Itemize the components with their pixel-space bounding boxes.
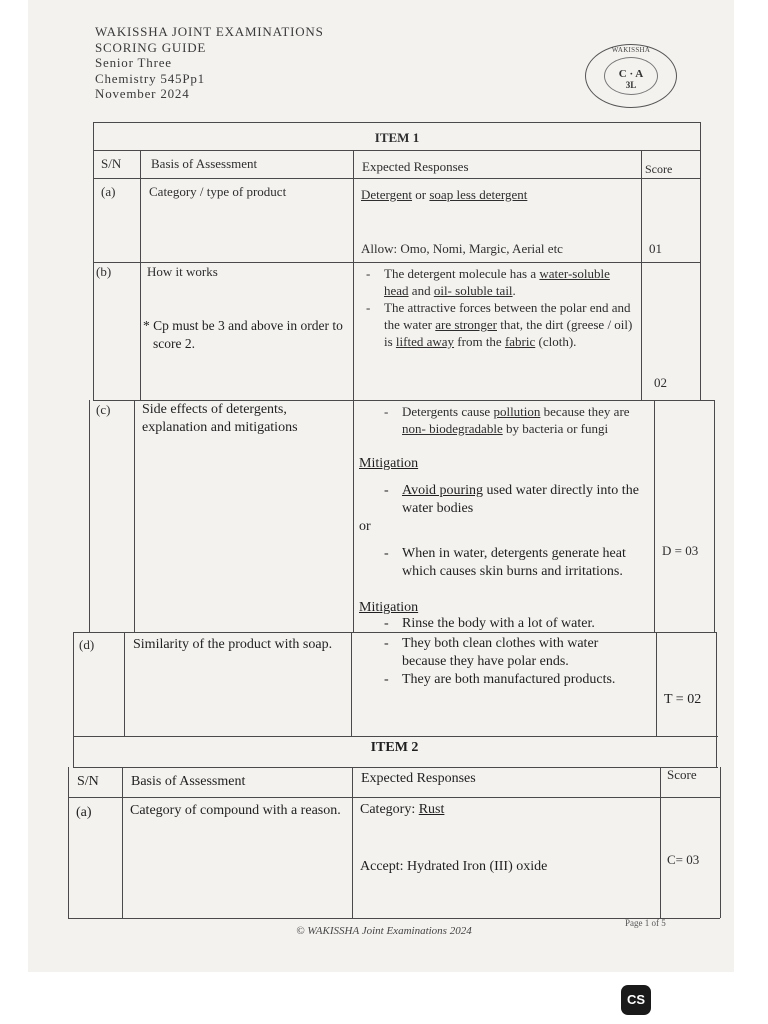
- table-rule: [351, 632, 352, 736]
- item2-header-score: Score: [667, 767, 697, 782]
- seal-mid-text: C · A: [618, 68, 644, 80]
- guide-title: SCORING GUIDE: [95, 39, 207, 55]
- header-basis: Basis of Assessment: [151, 156, 258, 171]
- item2-header-expected: Expected Responses: [361, 771, 476, 786]
- header-expected: Expected Responses: [362, 159, 469, 174]
- item2-row-a-category: Category: Rust: [360, 802, 445, 817]
- item2-row-a-accept: Accept: Hydrated Iron (III) oxide: [360, 859, 548, 874]
- table-rule: [660, 767, 661, 918]
- table-rule: [656, 632, 657, 736]
- table-border: [73, 736, 718, 737]
- row-a-basis: Category / type of product: [149, 184, 287, 199]
- table-border: [93, 122, 94, 400]
- row-b-point-1: - The detergent molecule has a water-soluble head and oil- soluble tail.: [362, 265, 634, 299]
- row-c-mitigation-1: [380, 482, 642, 518]
- copyright-footer: © WAKISSHA Joint Examinations 2024: [296, 925, 472, 937]
- row-b-basis: How it works: [147, 264, 218, 279]
- table-rule: [122, 767, 123, 918]
- table-rule: [140, 150, 141, 400]
- table-rule: [134, 400, 135, 632]
- row-c-or: or: [359, 519, 371, 534]
- row-b-responses: [362, 265, 634, 350]
- row-d-sn: (d): [79, 637, 95, 652]
- seal-top-text: WAKISSHA: [611, 46, 651, 54]
- row-b-score: 02: [654, 375, 667, 390]
- row-c-mitigation-heading-1: Mitigation: [359, 456, 419, 471]
- row-d-point-2: - They are both manufactured products.: [380, 671, 642, 689]
- document-header: [95, 24, 324, 102]
- seal-bottom-text: 3L: [625, 80, 637, 90]
- header-sn: S/N: [101, 156, 122, 171]
- subject-paper: Chemistry 545Pp1: [95, 70, 205, 86]
- row-c-effects: [380, 403, 642, 437]
- item2-header-sn: S/N: [77, 774, 99, 789]
- row-c-mitigation-heading-2: Mitigation: [359, 600, 419, 615]
- row-c-mitigation-1-text: - Avoid pouring used water directly into the water bodies: [380, 482, 642, 518]
- table-rule: [353, 150, 354, 632]
- table-rule: [124, 632, 125, 736]
- row-b-point-2: - The attractive forces between the polar end and the water are stronger that, the dirt (greese / oil) is lifted away from the fabric (cloth).: [362, 299, 634, 350]
- table-rule: [93, 178, 701, 179]
- row-c-score: D = 03: [662, 543, 699, 558]
- row-a-allow: Allow: Omo, Nomi, Margic, Aerial etc: [361, 241, 563, 256]
- table-border: [720, 767, 721, 918]
- row-d-basis: Similarity of the product with soap.: [133, 637, 333, 652]
- table-rule: [654, 400, 655, 632]
- table-rule: [68, 797, 720, 798]
- seal-inner-ring: [604, 57, 658, 95]
- table-border: [68, 918, 720, 919]
- row-a-response: Detergent or soap less detergent: [361, 187, 528, 202]
- row-a-sn: (a): [101, 184, 116, 199]
- table-border: [93, 122, 701, 123]
- item2-row-a-basis: Category of compound with a reason.: [130, 803, 341, 818]
- row-c-point-2: - When in water, detergents generate heat which causes skin burns and irritations.: [380, 545, 642, 581]
- table-rule: [93, 150, 701, 151]
- table-rule: [73, 767, 718, 768]
- item1-title: ITEM 1: [374, 130, 420, 145]
- class-level: Senior Three: [95, 55, 172, 70]
- table-border: [68, 767, 69, 918]
- table-rule: [352, 767, 353, 918]
- exam-body-title: WAKISSHA JOINT EXAMINATIONS: [95, 24, 324, 39]
- item2-row-a-sn: (a): [76, 805, 92, 820]
- item2-row-a-score: C= 03: [667, 852, 700, 867]
- row-b-note: * Cp must be 3 and above in order to score 2.: [143, 318, 343, 351]
- row-c-sn: (c): [96, 402, 111, 417]
- row-d-point-1: - They both clean clothes with water because they have polar ends.: [380, 635, 642, 671]
- table-border: [714, 400, 715, 632]
- wakissha-seal: [585, 44, 677, 108]
- table-border: [700, 122, 701, 400]
- row-d-responses: [380, 635, 642, 689]
- table-rule: [641, 150, 642, 400]
- table-border: [716, 736, 717, 767]
- row-a-score: 01: [649, 241, 662, 256]
- row-c-mitigation-2-text: - Rinse the body with a lot of water.: [380, 615, 642, 633]
- row-d-score: T = 02: [664, 692, 702, 707]
- row-c-point-1: - Detergents cause pollution because they are non- biodegradable by bacteria or fungi: [380, 403, 642, 437]
- camscanner-logo-icon: CS: [621, 985, 651, 1015]
- item2-header-basis: Basis of Assessment: [131, 774, 246, 789]
- header-score: Score: [645, 162, 673, 176]
- item2-title: ITEM 2: [370, 740, 419, 755]
- row-b-sn: (b): [96, 264, 112, 279]
- table-border: [716, 632, 717, 736]
- table-border: [73, 632, 74, 736]
- page-number: Page 1 of 5: [625, 918, 666, 928]
- row-c-mitigation-2: [380, 615, 642, 633]
- table-border: [89, 400, 90, 632]
- row-c-basis: Side effects of detergents, explanation and mitigations: [142, 402, 298, 435]
- exam-date: November 2024: [95, 86, 190, 101]
- row-c-effect-2: [380, 545, 642, 581]
